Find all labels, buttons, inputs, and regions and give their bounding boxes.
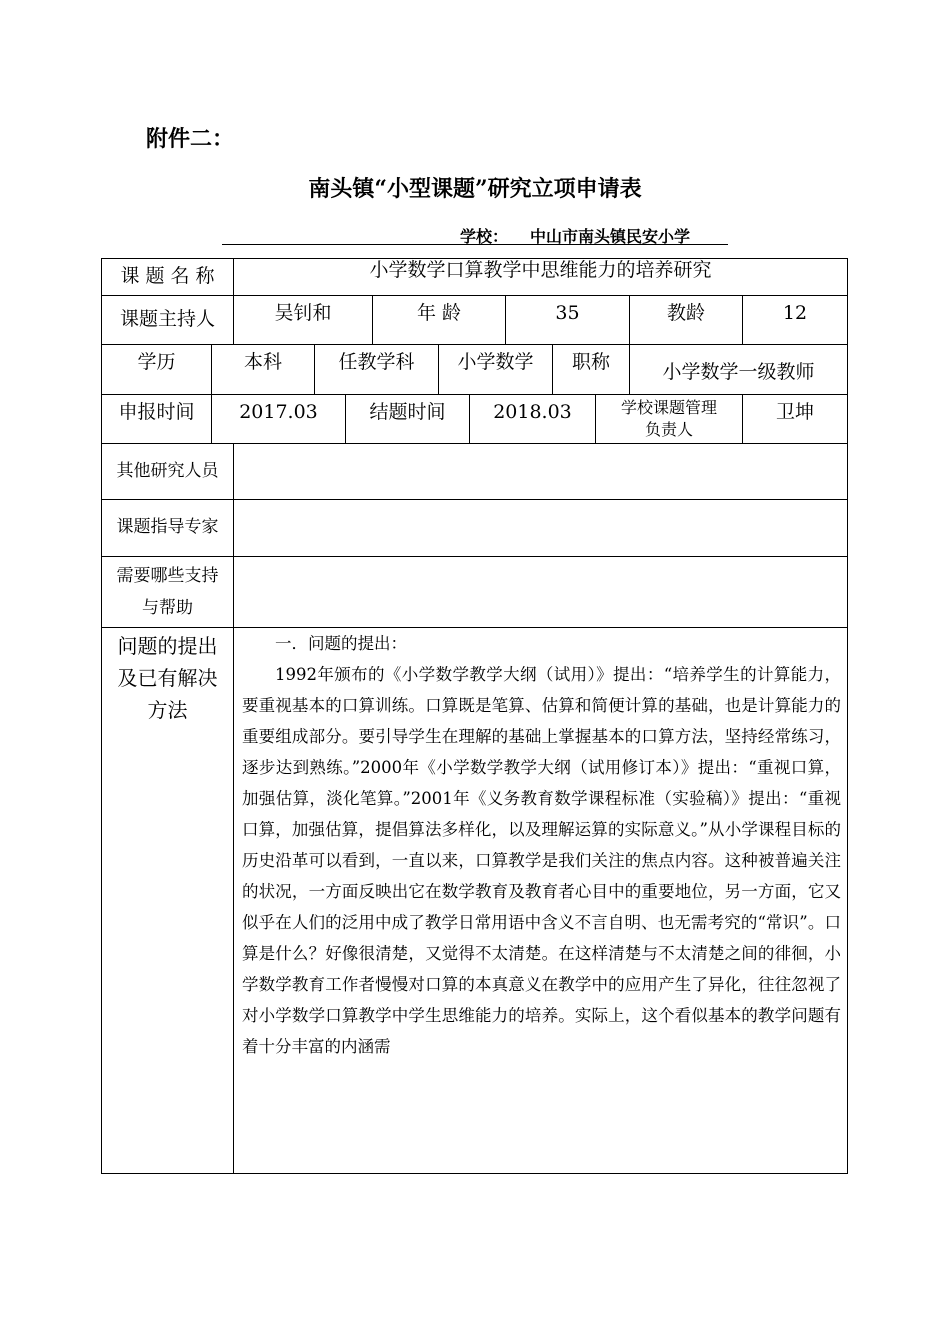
manager-label-line2: 负责人 [644, 420, 693, 439]
other-staff-value [233, 443, 848, 500]
end-time-label: 结题时间 [345, 394, 470, 444]
apply-time-label: 申报时间 [101, 394, 212, 444]
age-label: 年 龄 [372, 295, 506, 345]
manager-label [595, 394, 743, 444]
end-time-value: 2018.03 [469, 394, 596, 444]
school-underline [222, 244, 728, 245]
education-value: 本科 [211, 344, 315, 395]
problem-heading: 一．问题的提出： [275, 634, 407, 653]
problem-label-line1: 问题的提出 [117, 634, 218, 658]
age-value: 35 [505, 295, 630, 345]
topic-name-value: 小学数学口算教学中思维能力的培养研究 [233, 258, 848, 296]
school-label: 学校： [460, 227, 509, 246]
school-value: 中山市南头镇民安小学 [530, 227, 691, 246]
topic-name-label: 课 题 名 称 [101, 258, 234, 296]
other-staff-label: 其他研究人员 [101, 443, 234, 500]
subject-value: 小学数学 [438, 344, 553, 395]
problem-label-line3: 方法 [147, 698, 188, 722]
education-label: 学历 [101, 344, 212, 395]
expert-label: 课题指导专家 [101, 499, 234, 557]
teaching-years-value: 12 [742, 295, 848, 345]
support-label-line2: 与帮助 [142, 598, 193, 618]
subject-label: 任教学科 [314, 344, 439, 395]
support-label [101, 556, 234, 628]
problem-body [233, 627, 848, 1174]
support-value [233, 556, 848, 628]
expert-value [233, 499, 848, 557]
manager-value: 卫坤 [742, 394, 848, 444]
apply-time-value: 2017.03 [211, 394, 346, 444]
title-rank-label: 职称 [552, 344, 630, 395]
problem-text: 1992年颁布的《小学数学教学大纲（试用）》提出：“培养学生的计算能力，要重视基本的口算训练。口算既是笔算、估算和简便计算的基础，也是计算能力的重要组成部分。要引导学生在理解的基础上掌握基本的口算方法，坚持经常练习，逐步达到熟练。”2000年《小学数学教学大纲（试用修订本）》提出：“重视口算，加强估算，淡化笔算。”2001年《义务教育数学课程标准（实验稿）》提出：“重视口算，加强估算，提倡算法多样化，以及理解运算的实际意义。”从小学课程目标的历史沿革可以看到，一直以来，口算教学是我们关注的焦点内容。这种被普遍关注的状况，一方面反映出它在数学教育及教育者心目中的重要地位，另一方面，它又似乎在人们的泛用中成了教学日常用语中含义不言自明、也无需考究的“常识”。口算是什么？好像很清楚，又觉得不太清楚。在这样清楚与不太清楚之间的徘徊，小学数学教育工作者慢慢对口算的本真意义在教学中的应用产生了异化，往往忽视了对小学数学口算教学中学生思维能力的培养。实际上，这个看似基本的教学问题有着十分丰富的内涵需 [242, 665, 841, 1056]
host-label: 课题主持人 [101, 295, 234, 345]
title-rank-value: 小学数学一级教师 [629, 344, 848, 395]
support-label-line1: 需要哪些支持 [116, 565, 219, 586]
form-title: 南头镇“小型课题”研究立项申请表 [308, 176, 642, 202]
teaching-years-label: 教龄 [629, 295, 743, 345]
manager-label-line1: 学校课题管理 [620, 398, 717, 418]
host-value: 吴钊和 [233, 295, 373, 345]
problem-label [101, 627, 234, 1174]
annex-label: 附件二： [146, 126, 235, 152]
problem-label-line2: 及已有解决 [117, 666, 218, 690]
